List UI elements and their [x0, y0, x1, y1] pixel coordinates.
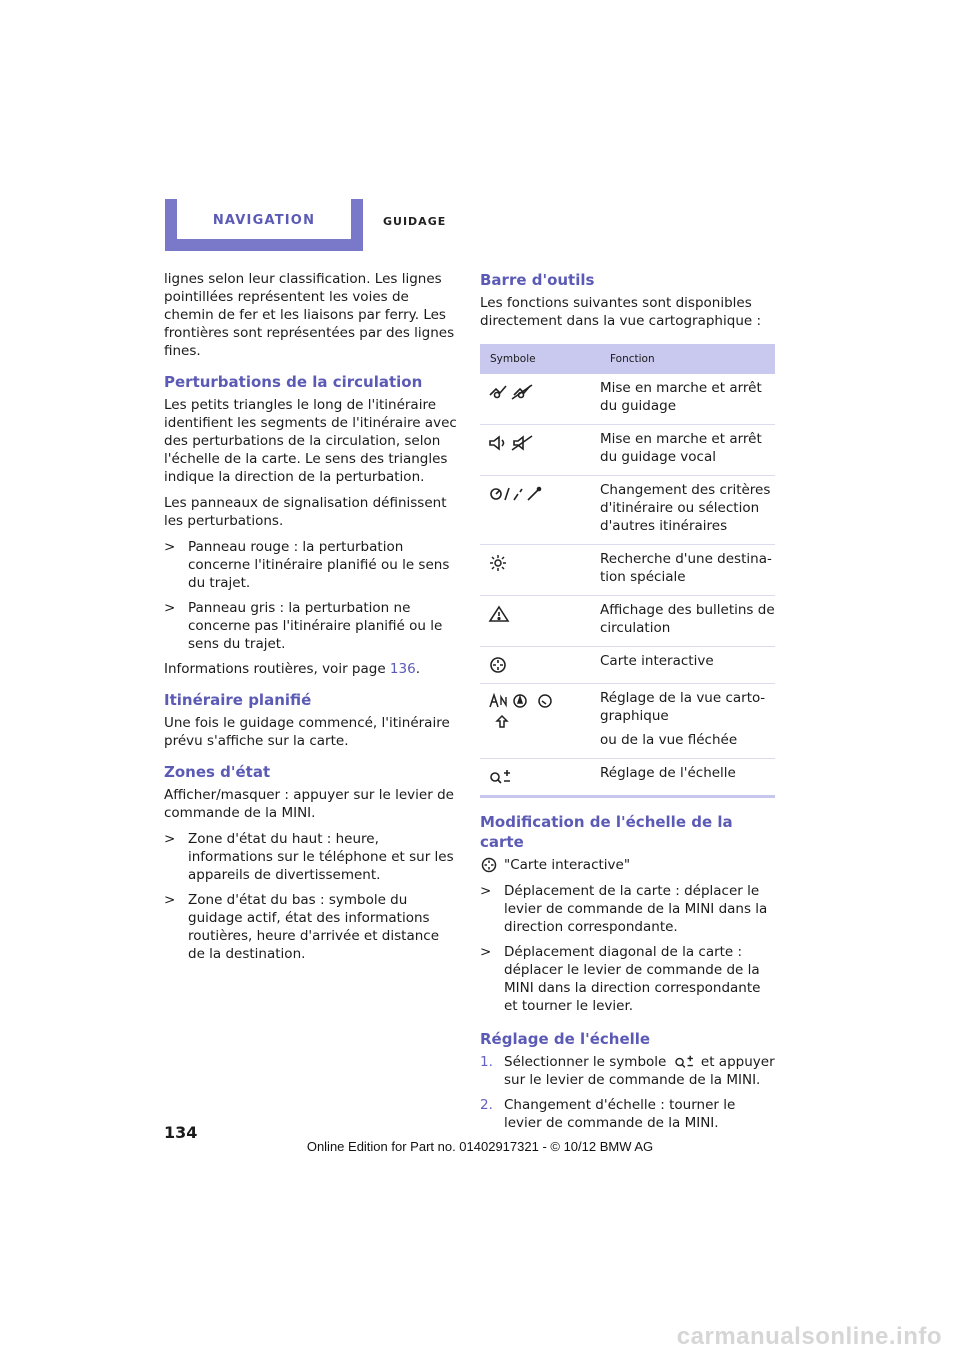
list-item-text: Zone d'état du bas : symbole du guidage actif, état des informations routières, heure d'arrivée et distance de la destination.	[188, 892, 440, 962]
table-header	[480, 344, 775, 374]
guidance-toggle-icon	[488, 383, 534, 401]
interactive-map-label-text: "Carte interactive"	[504, 857, 631, 873]
planned-route-paragraph: Une fois le guidage commencé, l'itinéraire prévu s'affiche sur la carte.	[164, 715, 450, 749]
list-item	[480, 1053, 775, 1089]
list-item-text: Zone d'état du haut : heure, informations sur le téléphone et sur les appareils de divertissement.	[188, 831, 454, 883]
bullet-mark: >	[164, 600, 176, 616]
special-destination-icon	[488, 554, 508, 572]
table-row	[480, 374, 775, 425]
traffic-bulletin-icon	[488, 605, 510, 623]
function-text: Réglage de l'échelle	[600, 765, 736, 781]
list-item	[480, 882, 775, 936]
step-text: Sélectionner le symbole	[504, 1054, 667, 1070]
list-item-text: Déplacement diagonal de la carte : déplacer le levier de commande de la MINI dans la direction correspondante et tourner le levier.	[504, 944, 761, 1014]
table-row	[480, 545, 775, 596]
voice-guidance-icon	[488, 434, 534, 452]
table-row	[480, 476, 775, 545]
function-text: Mise en marche et arrêt du guidage vocal	[600, 431, 762, 465]
interactive-map-icon	[480, 857, 498, 873]
list-item-text: Panneau rouge : la perturbation concerne l'itinéraire planifié ou le sens du trajet.	[188, 539, 450, 591]
function-text: Carte interactive	[600, 653, 714, 669]
bullet-mark: >	[480, 883, 492, 899]
column-header-function: Fonction	[610, 353, 655, 365]
traffic-reference	[164, 660, 459, 678]
page-link[interactable]: 136	[389, 661, 416, 677]
function-text: Réglage de la vue cartographique	[600, 690, 766, 724]
function-text: Affichage des bulletins de circulation	[600, 602, 775, 636]
bullet-mark: >	[164, 539, 176, 555]
header-tab	[165, 199, 363, 251]
set-scale-heading: Réglage de l'échelle	[480, 1030, 651, 1048]
toolbar-heading: Barre d'outils	[480, 271, 595, 289]
step-text: Changement d'échelle : tourner le levier de commande de la MINI.	[504, 1097, 736, 1131]
function-text: Changement des critères d'itinéraire ou sélection d'autres itinéraires	[600, 482, 771, 534]
step-text-continued: et appuyer sur le levier de commande de la MINI.	[504, 1054, 775, 1088]
table-row	[480, 684, 775, 759]
list-item	[480, 943, 775, 1015]
section-title: NAVIGATION	[212, 213, 316, 228]
interactive-map-icon	[488, 656, 508, 674]
bullet-mark: >	[164, 831, 176, 847]
watermark: carmanualsonline.info	[676, 1323, 942, 1350]
traffic-heading: Perturbations de la circulation	[164, 373, 423, 391]
table-row	[480, 596, 775, 647]
page-number: 134	[164, 1123, 198, 1142]
footer-edition: Online Edition for Part no. 01402917321 - © 10/12 BMW AG	[306, 1139, 654, 1154]
reference-text: Informations routières, voir page	[164, 661, 390, 677]
list-item	[164, 891, 459, 963]
column-header-symbol: Symbole	[490, 353, 536, 365]
bullet-mark: >	[164, 892, 176, 908]
step-number: 1.	[480, 1054, 493, 1070]
bullet-mark: >	[480, 944, 492, 960]
table-row	[480, 759, 775, 795]
function-text-alt: ou de la vue fléchée	[600, 732, 738, 748]
list-item	[164, 830, 459, 884]
header-tab-inner	[177, 199, 351, 239]
traffic-paragraph-2: Les panneaux de signalisation définissent les perturbations.	[164, 495, 447, 529]
step-number: 2.	[480, 1097, 493, 1113]
table-row	[480, 425, 775, 476]
subsection-title: GUIDAGE	[383, 215, 447, 228]
table-row	[480, 647, 775, 684]
status-zones-paragraph: Afficher/masquer : appuyer sur le levier de commande de la MINI.	[164, 787, 454, 821]
left-column	[164, 270, 459, 970]
scale-icon	[488, 768, 512, 786]
list-item-text: Panneau gris : la perturbation ne concerne pas l'itinéraire planifié ou le sens du trajet.	[188, 600, 443, 652]
reference-end: .	[415, 661, 420, 677]
interactive-map-label	[480, 856, 775, 874]
list-item	[480, 1096, 775, 1132]
list-item-text: Déplacement de la carte : déplacer le levier de commande de la MINI dans la direction correspondante.	[504, 883, 768, 935]
intro-paragraph: lignes selon leur classification. Les lignes pointillées représentent les voies de chemin de fer et les liaisons par ferry. Les frontières sont représentées par des lignes fines.	[164, 271, 455, 359]
right-column	[480, 270, 775, 1139]
symbol-table	[480, 344, 775, 798]
list-item	[164, 538, 459, 592]
scale-icon	[673, 1054, 695, 1070]
planned-route-heading: Itinéraire planifié	[164, 691, 312, 709]
function-text: Mise en marche et arrêt du guidage	[600, 380, 762, 414]
map-scale-heading: Modification de l'échelle de la carte	[480, 813, 733, 851]
map-view-icon	[488, 693, 554, 733]
route-criteria-icon	[488, 485, 544, 503]
function-text: Recherche d'une destination spéciale	[600, 551, 772, 585]
toolbar-paragraph: Les fonctions suivantes sont disponibles directement dans la vue cartographique :	[480, 295, 762, 329]
status-zones-heading: Zones d'état	[164, 763, 271, 781]
traffic-paragraph-1: Les petits triangles le long de l'itinéraire identifient les segments de l'itinéraire avec des perturbations de la circulation, selon l'échelle de la carte. Le sens des triangles indique la direction de la perturbation.	[164, 397, 457, 485]
list-item	[164, 599, 459, 653]
